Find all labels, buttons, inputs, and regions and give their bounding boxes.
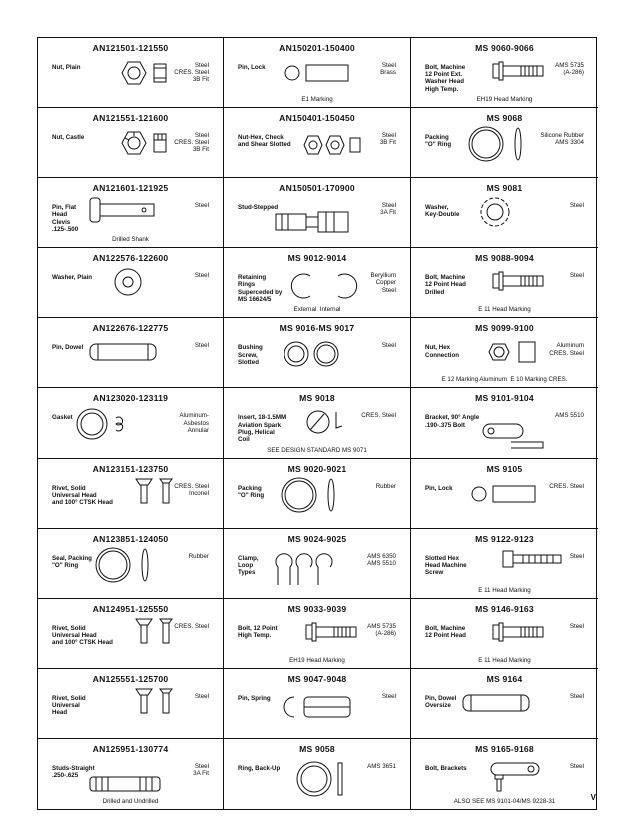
rivet-icon — [134, 685, 176, 717]
machine-bolt-icon — [491, 619, 547, 645]
part-material: Steel — [381, 342, 396, 350]
part-description: Nut, Plain — [52, 64, 81, 71]
part-cell — [224, 739, 411, 809]
part-description: Clamp, Loop Types — [238, 554, 259, 577]
part-number: AN123151-123750 — [92, 463, 169, 474]
loop-clamp-icon — [274, 553, 336, 591]
part-number: MS 9012-9014 — [287, 253, 347, 264]
part-description: Bushing Screw, Slotted — [238, 344, 263, 366]
part-material: Aluminum CRES. Steel — [549, 342, 584, 357]
part-cell — [224, 529, 411, 599]
part-number: MS 9033-9039 — [287, 603, 347, 614]
part-description: Pin, Dowel — [52, 344, 84, 352]
o-ring-icon — [466, 126, 528, 164]
part-number: AN150201-150400 — [279, 43, 355, 53]
part-number: MS 9101-9104 — [475, 393, 534, 404]
part-material: Silicone Rubber AMS 3304 — [540, 132, 584, 147]
part-cell — [38, 599, 224, 669]
castle-nut-icon — [118, 130, 170, 158]
part-caption: EH19 Head Marking — [289, 656, 345, 664]
part-material: Rubber — [375, 482, 396, 490]
part-cell — [38, 178, 224, 248]
part-cell — [38, 108, 224, 178]
part-description: Bolt, 12 Point High Temp. — [238, 624, 278, 639]
stepped-stud-icon — [274, 208, 352, 236]
part-cell — [411, 599, 598, 669]
part-cell — [224, 108, 411, 178]
part-description: Nut, Castle — [52, 134, 85, 142]
part-description: Seal, Packing "O" Ring — [52, 554, 92, 569]
hex-nut-icon — [487, 338, 539, 366]
part-description: Packing "O" Ring — [238, 484, 265, 499]
part-cell — [224, 669, 411, 739]
part-cell — [411, 178, 598, 248]
part-material: AMS 5735 (A-286) — [367, 622, 396, 637]
part-cell — [38, 739, 224, 809]
part-number: AN123851-124050 — [92, 533, 169, 544]
part-description: Rivet, Solid Universal Head and 100° CTSK Head — [52, 484, 113, 506]
part-material: Steel — [569, 692, 584, 700]
plain-nut-icon — [118, 60, 170, 88]
part-cell — [38, 38, 224, 108]
part-material: Steel Brass — [380, 62, 396, 77]
retaining-rings-icon — [288, 270, 360, 304]
part-material: CRES. Steel — [361, 412, 396, 420]
part-cell — [38, 459, 224, 529]
part-description: Gasket — [52, 414, 73, 422]
part-description: Packing "O" Ring — [425, 134, 452, 149]
part-number: MS 9146-9163 — [475, 603, 534, 614]
part-number: AN123020-123119 — [92, 393, 169, 404]
part-material: Steel 3A Fit — [380, 202, 396, 217]
part-number: MS 9081 — [486, 183, 523, 194]
part-description: Stud-Stepped — [238, 204, 279, 212]
part-cell — [38, 388, 224, 458]
part-number: MS 9060-9066 — [475, 43, 534, 53]
angle-bracket-icon — [481, 420, 547, 452]
part-caption: E 11 Head Marking — [478, 656, 531, 664]
part-description: Nut-Hex, Check and Shear Slotted — [238, 134, 291, 149]
part-description: Bolt, Machine 12 Point Ext. Washer Head High Temp. — [425, 64, 466, 93]
part-description: Washer, Plain — [52, 274, 93, 282]
part-material: Steel — [569, 762, 584, 770]
part-material: Steel — [569, 202, 584, 210]
part-material: Steel CRES. Steel 3B Fit — [174, 62, 209, 84]
part-material: Steel — [569, 622, 584, 630]
part-cell — [411, 739, 598, 809]
part-number: MS 9016-MS 9017 — [279, 323, 355, 334]
part-material: Steel — [194, 342, 209, 350]
part-description: Pin, Dowel Oversize — [425, 694, 457, 710]
part-number: AN125551-125700 — [92, 673, 169, 684]
part-material: Beryllium Copper Steel — [370, 272, 396, 294]
part-material: AMS 5510 — [555, 412, 584, 420]
part-number: MS 9088-9094 — [475, 253, 534, 264]
part-cell — [224, 388, 411, 458]
part-number: AN150401-150450 — [279, 113, 355, 124]
part-description: Washer, Key-Double — [425, 204, 460, 219]
part-cell — [224, 248, 411, 318]
part-material: Steel CRES. Steel 3B Fit — [174, 132, 209, 154]
part-material: Steel — [569, 272, 584, 280]
part-material: CRES. Steel — [549, 482, 584, 490]
part-material: CRES. Steel — [174, 622, 209, 630]
part-cell — [411, 248, 598, 318]
spring-pin-icon — [280, 691, 354, 723]
part-number: AN125951-130774 — [92, 743, 169, 754]
part-material: Steel — [194, 202, 209, 210]
part-cell — [224, 318, 411, 388]
part-caption: Drilled Shank — [112, 236, 149, 244]
part-material: Aluminum- Asbestos Annular — [179, 412, 209, 434]
part-caption: E1 Marking — [301, 96, 333, 104]
backup-ring-icon — [294, 761, 346, 799]
part-description: Bolt, Machine 12 Point Head — [425, 624, 466, 639]
part-number: MS 9058 — [299, 743, 335, 754]
o-ring-icon — [279, 477, 341, 515]
part-caption: EH19 Head Marking — [476, 96, 533, 104]
part-material: Steel 3A Fit — [193, 762, 209, 778]
part-description: Studs-Straight .250-.625 — [52, 764, 95, 780]
part-number: MS 9099-9100 — [475, 323, 534, 334]
clevis-pin-icon — [86, 196, 158, 226]
part-caption: SEE DESIGN STANDARD MS 9071 — [267, 446, 367, 454]
machine-bolt-icon — [304, 619, 360, 645]
part-cell — [411, 318, 598, 388]
part-description: Nut, Hex Connection — [425, 344, 460, 359]
part-cell — [224, 599, 411, 669]
part-caption: External Internal — [293, 306, 341, 314]
key-washer-icon — [479, 196, 515, 230]
part-number: MS 9068 — [486, 113, 523, 124]
part-caption: E 12 Marking Aluminum E 10 Marking CRES. — [441, 376, 568, 384]
gasket-icon — [76, 408, 132, 442]
part-cell — [224, 38, 411, 108]
part-description: Pin, Flat Head Clevis .125-.500 — [52, 204, 79, 233]
part-material: Steel 3B Fit — [379, 132, 396, 147]
part-cell — [411, 388, 598, 458]
page-number: V — [590, 793, 596, 802]
part-number: AN121551-121600 — [92, 113, 169, 124]
plain-washer-icon — [114, 268, 144, 298]
part-number: AN122676-122775 — [92, 323, 169, 334]
part-number: AN124951-125550 — [92, 603, 169, 614]
part-description: Retaining Rings Superceded by MS 16624/5 — [238, 274, 283, 303]
part-description: Bolt, Machine 12 Point Head Drilled — [425, 274, 466, 296]
part-cell — [411, 669, 598, 739]
part-cell — [38, 248, 224, 318]
straight-stud-icon — [88, 771, 164, 797]
part-description: Bracket, 90° Angle .190-.375 Bolt — [425, 414, 480, 429]
part-cell — [224, 178, 411, 248]
part-caption: ALSO SEE MS 9101-04/MS 9228-31 — [453, 798, 556, 805]
part-description: Pin, Spring — [238, 694, 271, 702]
rivet-icon — [134, 475, 176, 507]
part-description: Ring, Back-Up — [238, 764, 281, 772]
parts-table — [37, 37, 597, 810]
part-description: Rivet, Solid Universal Head — [52, 694, 86, 717]
part-caption: Drilled and Undrilled — [102, 798, 159, 805]
lock-pin-icon — [471, 481, 541, 509]
part-number: MS 9020-9021 — [287, 463, 347, 474]
rivet-icon — [134, 615, 176, 647]
part-cell — [411, 38, 598, 108]
part-description: Rivet, Solid Universal Head and 100° CTSK Head — [52, 624, 113, 647]
part-number: AN150501-170900 — [279, 183, 355, 194]
part-number: AN122576-122600 — [92, 253, 169, 264]
part-number: MS 9122-9123 — [475, 533, 534, 544]
helical-insert-icon — [304, 408, 350, 438]
part-cell — [411, 108, 598, 178]
bushing-screw-icon — [284, 340, 342, 370]
part-number: MS 9024-9025 — [287, 533, 347, 544]
part-material: AMS 5735 (A-286) — [555, 62, 584, 77]
machine-screw-icon — [501, 547, 565, 571]
part-material: CRES. Steel Inconel — [174, 482, 209, 497]
part-cell — [38, 318, 224, 388]
part-cell — [38, 529, 224, 599]
part-description: Bolt, Brackets — [425, 764, 467, 772]
part-material: AMS 6350 AMS 5510 — [367, 552, 396, 567]
part-number: AN121601-121925 — [92, 183, 169, 194]
bracket-bolt-icon — [489, 761, 543, 795]
part-description: Pin, Lock — [238, 64, 266, 71]
machine-bolt-icon — [491, 58, 547, 84]
part-cell — [224, 459, 411, 529]
part-number: MS 9105 — [486, 463, 523, 474]
part-material: Steel — [194, 692, 209, 700]
dowel-pin-icon — [461, 689, 533, 717]
part-number: MS 9164 — [486, 673, 523, 684]
part-caption: E 11 Head Marking — [478, 306, 531, 314]
part-material: Steel — [569, 552, 584, 560]
part-caption: E 11 Head Marking — [478, 586, 531, 594]
part-cell — [411, 459, 598, 529]
lock-pin-icon — [284, 60, 354, 88]
part-cell — [38, 669, 224, 739]
part-material: Rubber — [188, 552, 209, 560]
machine-bolt-icon — [491, 268, 547, 294]
dowel-pin-icon — [88, 338, 160, 366]
part-number: AN121501-121550 — [92, 43, 169, 53]
part-material: Steel — [194, 272, 209, 280]
part-description: Insert, 18-1.5MM Aviation Spark Plug, Helical Coil — [238, 414, 287, 444]
part-number: MS 9047-9048 — [287, 673, 347, 684]
part-number: MS 9165-9168 — [475, 743, 534, 754]
check-nut-icon — [302, 132, 362, 158]
part-number: MS 9018 — [299, 393, 335, 404]
part-material: AMS 3651 — [367, 762, 396, 770]
part-material: Steel — [381, 692, 396, 700]
part-description: Slotted Hex Head Machine Screw — [425, 554, 467, 577]
part-description: Pin, Lock — [425, 484, 453, 492]
o-ring-icon — [93, 547, 155, 585]
part-cell — [411, 529, 598, 599]
